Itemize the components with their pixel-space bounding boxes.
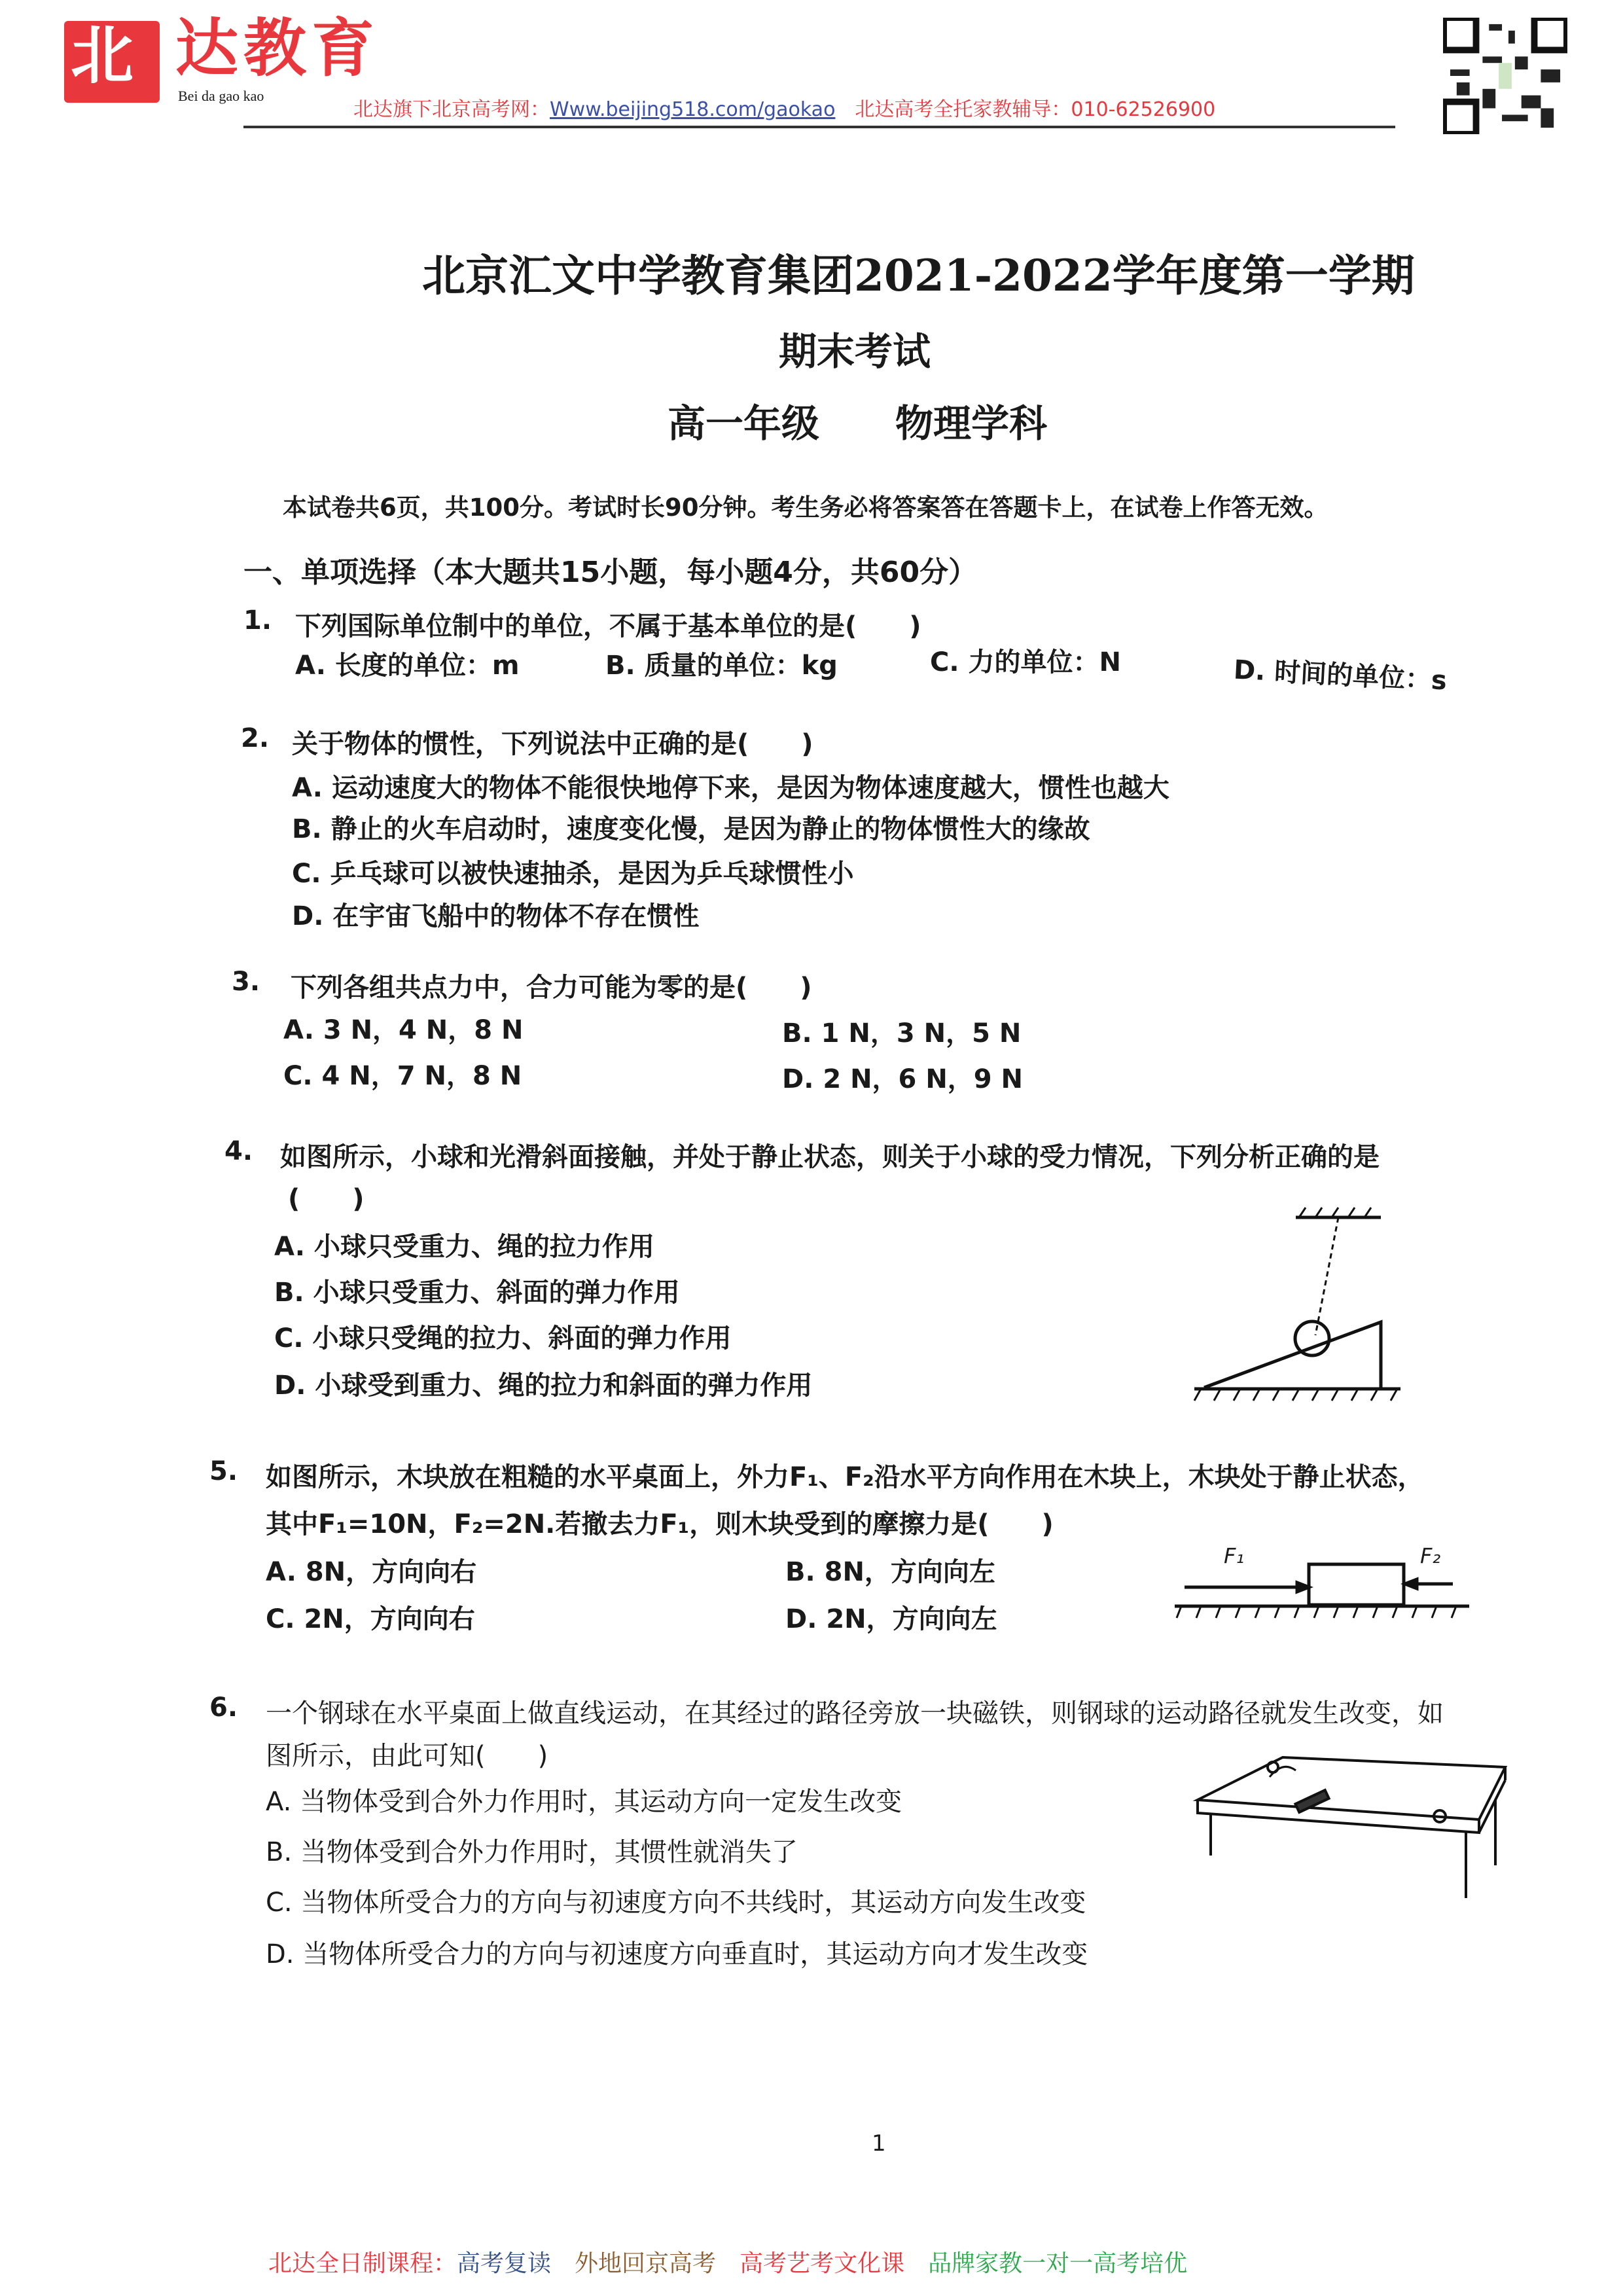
footer-courses: [268, 2245, 1187, 2278]
option: B. 1 N，3 N，5 N: [782, 1018, 1022, 1049]
option: D. 2N，方向向左: [785, 1604, 997, 1634]
question-number: 2.: [241, 723, 270, 753]
table-magnet-figure: [1191, 1738, 1518, 1914]
option: A. 长度的单位：m: [295, 651, 520, 681]
option: C. 2N，方向向右: [266, 1604, 475, 1634]
footer-label: 北达全日制课程：: [268, 2250, 457, 2277]
logo-mark-text: 北: [71, 18, 134, 92]
question-text: 如图所示，木块放在粗糙的水平桌面上，外力F₁、F₂沿水平方向作用在木块上，木块处于静止状态，: [266, 1462, 1424, 1492]
logo-mark: [64, 18, 160, 103]
grade-subject: 高一年级 物理学科: [668, 401, 1048, 446]
incline-ball-figure: [1191, 1204, 1414, 1414]
option: A. 小球只受重力、绳的拉力作用: [274, 1232, 654, 1262]
exam-notice: 本试卷共6页，共100分。考试时长90分钟。考生务必将答案答在答题卡上，在试卷上作答无效。: [283, 493, 1329, 522]
option: B. 质量的单位：kg: [605, 651, 838, 681]
site-label: 北达旗下北京高考网：: [353, 98, 550, 121]
footer-link[interactable]: 品牌家教一对一高考培优: [928, 2250, 1188, 2277]
header-links: [353, 98, 1215, 122]
option: A. 8N，方向向右: [266, 1557, 477, 1587]
question-number: 6.: [209, 1693, 238, 1723]
question-text: 其中F₁=10N，F₂=2N.若撤去力F₁，则木块受到的摩擦力是( ): [266, 1509, 1054, 1539]
option: B. 静止的火车启动时，速度变化慢，是因为静止的物体惯性大的缘故: [292, 814, 1090, 844]
footer-link[interactable]: 高考复读: [457, 2250, 552, 2277]
logo-subtitle: Bei da gao kao: [178, 88, 264, 104]
option: C. 小球只受绳的拉力、斜面的弹力作用: [274, 1323, 732, 1354]
option: A. 运动速度大的物体不能很快地停下来，是因为物体速度越大，惯性也越大: [292, 773, 1169, 803]
option: C. 当物体所受合力的方向与初速度方向不共线时，其运动方向发生改变: [266, 1888, 1086, 1918]
option: A. 当物体受到合外力作用时，其运动方向一定发生改变: [266, 1787, 902, 1817]
option: D. 当物体所受合力的方向与初速度方向垂直时，其运动方向才发生改变: [266, 1939, 1088, 1969]
qr-code-icon: [1443, 18, 1567, 134]
logo-text: 达教育: [175, 11, 380, 85]
header-divider: [243, 126, 1395, 128]
option: C. 乒乓球可以被快速抽杀，是因为乒乓球惯性小: [292, 859, 854, 889]
option: D. 时间的单位：s: [1232, 655, 1448, 696]
question-text: 关于物体的惯性，下列说法中正确的是( ): [292, 729, 813, 759]
question-text: 下列国际单位制中的单位，不属于基本单位的是( ): [295, 611, 921, 641]
question-number: 4.: [224, 1136, 253, 1166]
page-number: 1: [872, 2130, 886, 2157]
option: D. 2 N，6 N，9 N: [782, 1064, 1024, 1094]
tutor-label: 北达高考全托家教辅导：010-62526900: [855, 98, 1216, 121]
force-label-f1: F₁: [1224, 1543, 1245, 1568]
option: B. 小球只受重力、斜面的弹力作用: [274, 1278, 680, 1308]
question-text: ( ): [288, 1184, 365, 1214]
site-link[interactable]: Www.beijing518.com/gaokao: [550, 98, 836, 121]
option: C. 力的单位：N: [930, 647, 1121, 677]
block-forces-figure: [1171, 1558, 1479, 1630]
question-text: 下列各组共点力中，合力可能为零的是( ): [291, 973, 812, 1003]
section-heading: 一、单项选择（本大题共15小题，每小题4分，共60分）: [243, 556, 978, 589]
footer-link[interactable]: 高考艺考文化课: [740, 2250, 905, 2277]
option: C. 4 N，7 N，8 N: [283, 1061, 522, 1091]
option: D. 在宇宙飞船中的物体不存在惯性: [292, 901, 700, 931]
question-number: 1.: [243, 605, 272, 636]
option: D. 小球受到重力、绳的拉力和斜面的弹力作用: [274, 1371, 813, 1401]
question-text: 图所示，由此可知( ): [266, 1741, 548, 1771]
question-text: 一个钢球在水平桌面上做直线运动，在其经过的路径旁放一块磁铁，则钢球的运动路径就发生改变，如: [266, 1698, 1444, 1729]
footer-link[interactable]: 外地回京高考: [575, 2250, 717, 2277]
option: B. 8N，方向向左: [785, 1557, 995, 1587]
force-label-f2: F₂: [1420, 1543, 1441, 1568]
exam-subtitle: 期末考试: [779, 329, 931, 374]
question-number: 3.: [232, 967, 260, 997]
option: B. 当物体受到合外力作用时，其惯性就消失了: [266, 1837, 798, 1867]
question-number: 5.: [209, 1456, 238, 1486]
exam-title: 北京汇文中学教育集团2021-2022学年度第一学期: [422, 250, 1415, 301]
question-text: 如图所示，小球和光滑斜面接触，并处于静止状态，则关于小球的受力情况，下列分析正确的是: [280, 1142, 1380, 1172]
option: A. 3 N，4 N，8 N: [283, 1015, 524, 1045]
